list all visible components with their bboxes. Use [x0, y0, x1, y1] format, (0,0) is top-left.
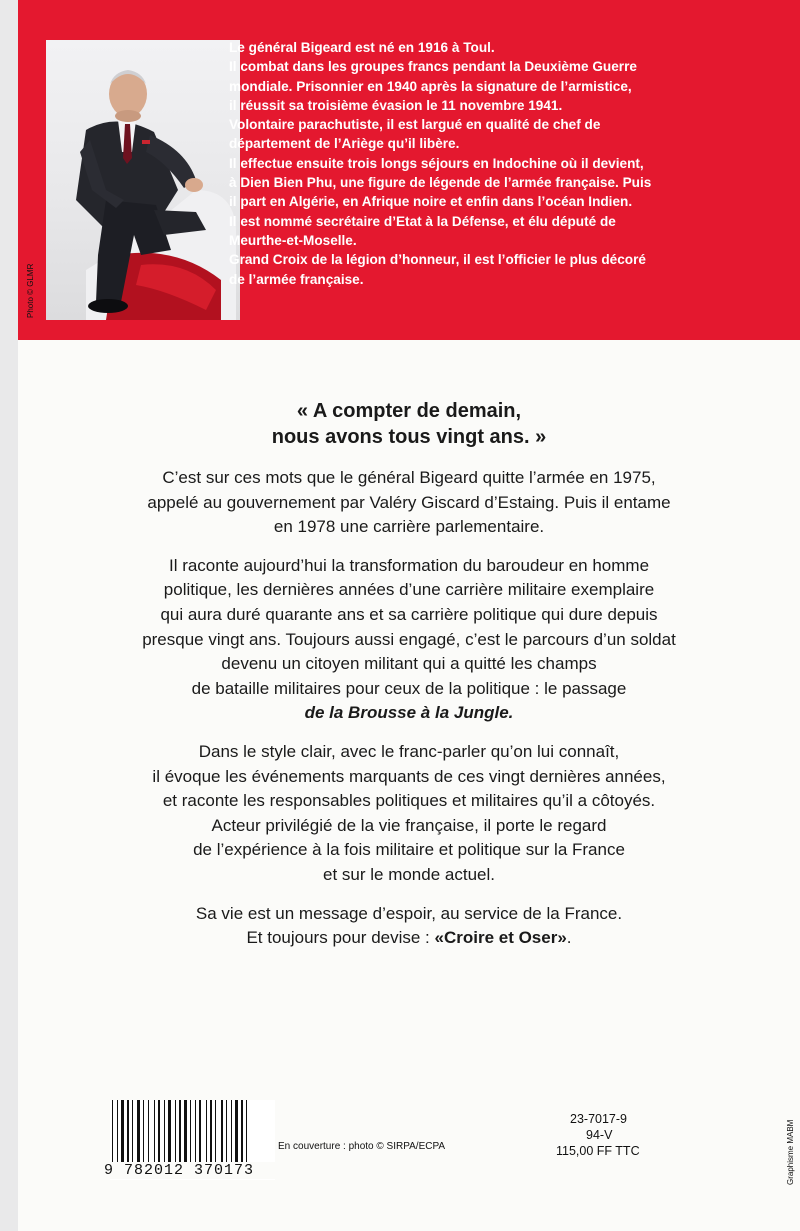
- text-line: Et toujours pour devise :: [246, 928, 435, 948]
- barcode-bar: [148, 1100, 149, 1162]
- barcode-bar: [246, 1100, 247, 1162]
- edition-code: 94-V: [586, 1128, 613, 1142]
- barcode-bar: [190, 1100, 191, 1162]
- barcode-bar: [168, 1100, 171, 1162]
- text-line: .: [566, 928, 572, 948]
- text-line: il évoque les événements marquants de ces vingt dernières années,: [152, 766, 666, 786]
- bio-line: département de l’Ariège qu’il libère.: [229, 136, 460, 152]
- text-line: appelé au gouvernement par Valéry Giscard d’Estaing. Puis il entame: [147, 492, 671, 512]
- barcode-bar: [241, 1100, 243, 1162]
- text-line: de bataille militaires pour ceux de la politique : le passage: [191, 678, 627, 698]
- barcode-bar: [235, 1100, 238, 1162]
- barcode-bar: [210, 1100, 212, 1162]
- text-line: presque vingt ans. Toujours aussi engagé, c’est le parcours d’un soldat: [142, 629, 676, 649]
- barcode-bar: [121, 1100, 124, 1162]
- text-line: Dans le style clair, avec le franc-parler qu’on lui connaît,: [198, 741, 620, 761]
- paragraph-style: [18, 740, 800, 888]
- bio-line: Il est nommé secrétaire d’Etat à la Défense, et élu député de: [229, 213, 616, 229]
- photo-credit: Photo © GLMR: [26, 263, 35, 318]
- barcode-bar: [164, 1100, 165, 1162]
- author-photo: [46, 40, 240, 320]
- author-portrait-illustration: [46, 40, 240, 320]
- barcode-bar: [112, 1100, 113, 1162]
- text-line: de l’expérience à la fois militaire et politique sur la France: [193, 840, 625, 860]
- barcode-bar: [206, 1100, 207, 1162]
- barcode-bar: [117, 1100, 118, 1162]
- price: 115,00 FF TTC: [556, 1144, 640, 1158]
- paragraph-motto: [18, 902, 800, 951]
- bio-line: à Dien Bien Phu, une figure de légende de l’armée française. Puis: [229, 175, 652, 191]
- bio-line: Il combat dans les groupes francs pendant la Deuxième Guerre: [229, 59, 637, 75]
- text-line: Sa vie est un message d’espoir, au service de la France.: [195, 903, 623, 923]
- barcode-bar: [221, 1100, 223, 1162]
- bio-line: Volontaire parachutiste, il est largué en qualité de chef de: [229, 117, 601, 133]
- text-line: C’est sur ces mots que le général Bigeard quitte l’armée en 1975,: [162, 468, 656, 487]
- barcode-bar: [195, 1100, 196, 1162]
- barcode-bar: [231, 1100, 232, 1162]
- bio-line: Il effectue ensuite trois longs séjours en Indochine où il devient,: [229, 155, 644, 171]
- paragraph-transformation: [18, 554, 800, 726]
- bio-line: Meurthe-et-Moselle.: [229, 232, 357, 248]
- barcode-bar: [132, 1100, 133, 1162]
- book-title-emphasis: de la Brousse à la Jungle.: [304, 703, 514, 723]
- blurb: [18, 398, 800, 951]
- bio-line: il part en Algérie, en Afrique noire et enfin dans l’océan Indien.: [229, 194, 633, 210]
- text-line: Il raconte aujourd’hui la transformation du baroudeur en homme: [168, 555, 650, 575]
- text-line: Acteur privilégié de la vie française, il porte le regard: [211, 815, 607, 835]
- quote-line: nous avons tous vingt ans. »: [271, 426, 547, 448]
- catalog-code: 23-7017-9: [570, 1112, 627, 1126]
- author-biography: [229, 38, 789, 289]
- book-back-cover: [18, 0, 800, 1231]
- text-line: politique, les dernières années d’une carrière militaire exemplaire: [163, 580, 655, 600]
- barcode-bars: [110, 1100, 275, 1162]
- barcode-bar: [154, 1100, 155, 1162]
- cover-photo-credit: En couverture : photo © SIRPA/ECPA: [278, 1141, 446, 1152]
- text-line: qui aura duré quarante ans et sa carrière politique qui dure depuis: [160, 604, 658, 624]
- graphic-design-credit: Graphisme MABM: [786, 1119, 795, 1185]
- barcode-bar: [184, 1100, 187, 1162]
- text-line: et sur le monde actuel.: [323, 864, 495, 884]
- bio-line: de l’armée française.: [229, 271, 364, 287]
- headline-quote: [18, 398, 800, 450]
- barcode-bar: [143, 1100, 144, 1162]
- bio-line: Grand Croix de la légion d’honneur, il est l’officier le plus décoré: [229, 252, 646, 268]
- barcode-bar: [137, 1100, 140, 1162]
- barcode-bar: [175, 1100, 176, 1162]
- motto: «Croire et Oser»: [434, 928, 567, 948]
- barcode-bar: [215, 1100, 216, 1162]
- barcode-bar: [199, 1100, 201, 1162]
- bio-line: il réussit sa troisième évasion le 11 novembre 1941.: [229, 97, 563, 113]
- bio-line: mondiale. Prisonnier en 1940 après la signature de l’armistice,: [229, 78, 632, 94]
- barcode-bar: [127, 1100, 129, 1162]
- quote-line: « A compter de demain,: [296, 400, 522, 422]
- barcode-bar: [179, 1100, 181, 1162]
- paragraph-intro: [18, 466, 800, 540]
- text-line: devenu un citoyen militant qui a quitté les champs: [221, 654, 597, 674]
- text-line: en 1978 une carrière parlementaire.: [273, 517, 545, 537]
- barcode-bar: [158, 1100, 160, 1162]
- barcode-bar: [226, 1100, 227, 1162]
- barcode-number: 9 782012 370173: [104, 1162, 284, 1179]
- bio-line: Le général Bigeard est né en 1916 à Toul.: [229, 40, 495, 55]
- red-author-band: [18, 0, 800, 340]
- text-line: et raconte les responsables politiques et militaires qu’il a côtoyés.: [162, 791, 656, 811]
